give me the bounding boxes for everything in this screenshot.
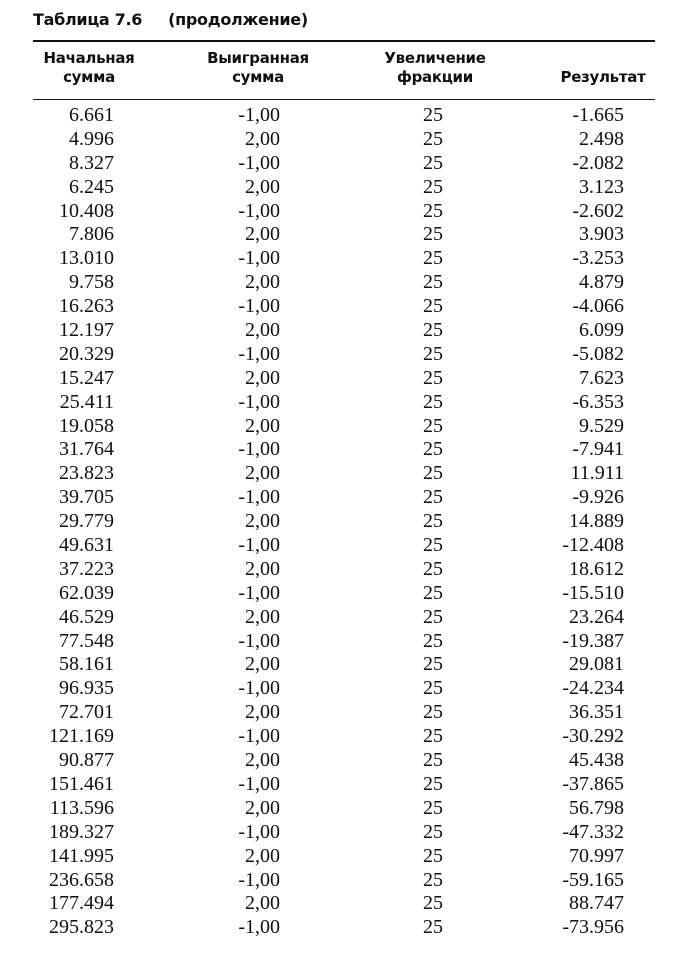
table-row <box>0 343 690 367</box>
header-result: Результат <box>560 68 646 86</box>
cell-won-sum: 2,00 <box>245 557 280 580</box>
cell-won-sum: -1,00 <box>238 772 280 795</box>
table-caption <box>33 10 308 29</box>
cell-initial-sum: 189.327 <box>49 820 114 843</box>
cell-fraction-increase: 25 <box>423 510 443 533</box>
cell-fraction-increase: 25 <box>423 462 443 485</box>
table-row <box>0 510 690 534</box>
cell-fraction-increase: 25 <box>423 916 443 939</box>
cell-won-sum: -1,00 <box>238 581 280 604</box>
cell-initial-sum: 96.935 <box>59 677 114 700</box>
cell-fraction-increase: 25 <box>423 581 443 604</box>
cell-won-sum: 2,00 <box>245 271 280 294</box>
cell-won-sum: -1,00 <box>238 438 280 461</box>
cell-result: -73.956 <box>562 916 624 939</box>
cell-fraction-increase: 25 <box>423 868 443 891</box>
cell-fraction-increase: 25 <box>423 127 443 150</box>
cell-initial-sum: 37.223 <box>59 557 114 580</box>
table-row <box>0 247 690 271</box>
cell-result: 4.879 <box>579 271 624 294</box>
cell-won-sum: -1,00 <box>238 151 280 174</box>
cell-result: -4.066 <box>572 295 624 318</box>
cell-result: 70.997 <box>569 844 624 867</box>
cell-result: 88.747 <box>569 892 624 915</box>
cell-result: -6.353 <box>572 390 624 413</box>
cell-won-sum: -1,00 <box>238 486 280 509</box>
cell-result: 14.889 <box>569 510 624 533</box>
table-continuation-label: (продолжение) <box>168 10 308 29</box>
table-row <box>0 152 690 176</box>
cell-won-sum: -1,00 <box>238 725 280 748</box>
cell-result: -19.387 <box>562 629 624 652</box>
cell-result: -59.165 <box>562 868 624 891</box>
cell-initial-sum: 141.995 <box>49 844 114 867</box>
cell-fraction-increase: 25 <box>423 820 443 843</box>
cell-initial-sum: 6.661 <box>69 104 114 126</box>
cell-won-sum: 2,00 <box>245 892 280 915</box>
cell-won-sum: -1,00 <box>238 390 280 413</box>
table-row <box>0 916 690 940</box>
table-row <box>0 128 690 152</box>
cell-fraction-increase: 25 <box>423 199 443 222</box>
cell-initial-sum: 177.494 <box>49 892 114 915</box>
cell-fraction-increase: 25 <box>423 366 443 389</box>
cell-result: -24.234 <box>562 677 624 700</box>
cell-initial-sum: 39.705 <box>59 486 114 509</box>
cell-won-sum: 2,00 <box>245 175 280 198</box>
cell-initial-sum: 77.548 <box>59 629 114 652</box>
cell-initial-sum: 121.169 <box>49 725 114 748</box>
cell-result: 3.903 <box>579 223 624 246</box>
table-row <box>0 701 690 725</box>
table-row <box>0 845 690 869</box>
cell-result: 36.351 <box>569 701 624 724</box>
cell-fraction-increase: 25 <box>423 605 443 628</box>
cell-fraction-increase: 25 <box>423 390 443 413</box>
cell-won-sum: -1,00 <box>238 104 280 126</box>
header-initial-sum: Начальная сумма <box>43 49 135 86</box>
table-row <box>0 821 690 845</box>
cell-initial-sum: 49.631 <box>59 534 114 557</box>
cell-result: 2.498 <box>579 127 624 150</box>
cell-fraction-increase: 25 <box>423 725 443 748</box>
table-row <box>0 558 690 582</box>
cell-initial-sum: 151.461 <box>49 772 114 795</box>
cell-result: 18.612 <box>569 557 624 580</box>
cell-won-sum: -1,00 <box>238 868 280 891</box>
cell-won-sum: 2,00 <box>245 796 280 819</box>
cell-initial-sum: 20.329 <box>59 342 114 365</box>
cell-result: 6.099 <box>579 319 624 342</box>
table-row <box>0 749 690 773</box>
cell-result: -7.941 <box>572 438 624 461</box>
cell-initial-sum: 62.039 <box>59 581 114 604</box>
cell-fraction-increase: 25 <box>423 319 443 342</box>
cell-won-sum: -1,00 <box>238 199 280 222</box>
cell-initial-sum: 12.197 <box>59 319 114 342</box>
cell-result: -12.408 <box>562 534 624 557</box>
cell-won-sum: 2,00 <box>245 462 280 485</box>
cell-won-sum: 2,00 <box>245 414 280 437</box>
cell-initial-sum: 58.161 <box>59 653 114 676</box>
table-row <box>0 462 690 486</box>
cell-fraction-increase: 25 <box>423 772 443 795</box>
table-row <box>0 606 690 630</box>
table-row <box>0 104 690 128</box>
cell-won-sum: -1,00 <box>238 247 280 270</box>
cell-initial-sum: 10.408 <box>59 199 114 222</box>
cell-won-sum: 2,00 <box>245 844 280 867</box>
header-fraction-increase: Увеличение фракции <box>384 49 486 86</box>
table-row <box>0 797 690 821</box>
cell-result: -5.082 <box>572 342 624 365</box>
table-row <box>0 391 690 415</box>
cell-won-sum: 2,00 <box>245 223 280 246</box>
cell-result: 29.081 <box>569 653 624 676</box>
cell-fraction-increase: 25 <box>423 247 443 270</box>
table-row <box>0 892 690 916</box>
cell-result: 7.623 <box>579 366 624 389</box>
cell-fraction-increase: 25 <box>423 271 443 294</box>
table-row <box>0 200 690 224</box>
cell-initial-sum: 29.779 <box>59 510 114 533</box>
cell-fraction-increase: 25 <box>423 796 443 819</box>
cell-result: -2.602 <box>572 199 624 222</box>
cell-initial-sum: 9.758 <box>69 271 114 294</box>
cell-won-sum: -1,00 <box>238 295 280 318</box>
cell-won-sum: 2,00 <box>245 319 280 342</box>
cell-initial-sum: 4.996 <box>69 127 114 150</box>
table-row <box>0 653 690 677</box>
cell-fraction-increase: 25 <box>423 701 443 724</box>
cell-won-sum: -1,00 <box>238 342 280 365</box>
table-row <box>0 869 690 893</box>
cell-initial-sum: 6.245 <box>69 175 114 198</box>
cell-result: 9.529 <box>579 414 624 437</box>
cell-fraction-increase: 25 <box>423 342 443 365</box>
table-top-rule <box>33 40 655 42</box>
cell-won-sum: -1,00 <box>238 916 280 939</box>
cell-result: 3.123 <box>579 175 624 198</box>
cell-result: -9.926 <box>572 486 624 509</box>
cell-result: 23.264 <box>569 605 624 628</box>
table-label: Таблица 7.6 <box>33 10 143 29</box>
table-row <box>0 773 690 797</box>
table-row <box>0 295 690 319</box>
table-body <box>0 104 690 940</box>
cell-result: -3.253 <box>572 247 624 270</box>
cell-won-sum: 2,00 <box>245 366 280 389</box>
table-row <box>0 271 690 295</box>
cell-initial-sum: 25.411 <box>59 390 114 413</box>
cell-won-sum: -1,00 <box>238 677 280 700</box>
cell-fraction-increase: 25 <box>423 557 443 580</box>
cell-won-sum: 2,00 <box>245 701 280 724</box>
cell-fraction-increase: 25 <box>423 629 443 652</box>
cell-initial-sum: 236.658 <box>49 868 114 891</box>
cell-result: -37.865 <box>562 772 624 795</box>
cell-initial-sum: 23.823 <box>59 462 114 485</box>
cell-fraction-increase: 25 <box>423 653 443 676</box>
table-row <box>0 534 690 558</box>
header-won-sum: Выигранная сумма <box>207 49 309 86</box>
cell-won-sum: -1,00 <box>238 629 280 652</box>
table-row <box>0 630 690 654</box>
table-row <box>0 486 690 510</box>
table-row <box>0 415 690 439</box>
cell-fraction-increase: 25 <box>423 295 443 318</box>
cell-fraction-increase: 25 <box>423 438 443 461</box>
cell-fraction-increase: 25 <box>423 677 443 700</box>
cell-won-sum: 2,00 <box>245 510 280 533</box>
cell-fraction-increase: 25 <box>423 892 443 915</box>
cell-result: -15.510 <box>562 581 624 604</box>
header-bottom-rule <box>33 99 655 100</box>
cell-won-sum: -1,00 <box>238 534 280 557</box>
table-row <box>0 367 690 391</box>
table-row <box>0 223 690 247</box>
cell-won-sum: 2,00 <box>245 749 280 772</box>
cell-fraction-increase: 25 <box>423 534 443 557</box>
cell-fraction-increase: 25 <box>423 175 443 198</box>
table-row <box>0 438 690 462</box>
table-row <box>0 725 690 749</box>
cell-initial-sum: 13.010 <box>59 247 114 270</box>
cell-result: -47.332 <box>562 820 624 843</box>
cell-initial-sum: 19.058 <box>59 414 114 437</box>
cell-result: -1.665 <box>572 104 624 126</box>
table-row <box>0 319 690 343</box>
cell-result: 56.798 <box>569 796 624 819</box>
cell-fraction-increase: 25 <box>423 749 443 772</box>
cell-won-sum: -1,00 <box>238 820 280 843</box>
cell-result: -30.292 <box>562 725 624 748</box>
cell-won-sum: 2,00 <box>245 127 280 150</box>
cell-result: 11.911 <box>570 462 624 485</box>
cell-won-sum: 2,00 <box>245 605 280 628</box>
table-row <box>0 176 690 200</box>
cell-initial-sum: 46.529 <box>59 605 114 628</box>
cell-fraction-increase: 25 <box>423 151 443 174</box>
cell-initial-sum: 31.764 <box>59 438 114 461</box>
cell-won-sum: 2,00 <box>245 653 280 676</box>
cell-initial-sum: 295.823 <box>49 916 114 939</box>
cell-fraction-increase: 25 <box>423 486 443 509</box>
cell-fraction-increase: 25 <box>423 844 443 867</box>
table-row <box>0 582 690 606</box>
cell-initial-sum: 15.247 <box>59 366 114 389</box>
cell-initial-sum: 90.877 <box>59 749 114 772</box>
cell-initial-sum: 72.701 <box>59 701 114 724</box>
cell-fraction-increase: 25 <box>423 414 443 437</box>
cell-result: 45.438 <box>569 749 624 772</box>
cell-initial-sum: 113.596 <box>49 796 114 819</box>
cell-fraction-increase: 25 <box>423 104 443 126</box>
table-row <box>0 677 690 701</box>
cell-initial-sum: 16.263 <box>59 295 114 318</box>
cell-fraction-increase: 25 <box>423 223 443 246</box>
cell-initial-sum: 8.327 <box>69 151 114 174</box>
cell-result: -2.082 <box>572 151 624 174</box>
cell-initial-sum: 7.806 <box>69 223 114 246</box>
